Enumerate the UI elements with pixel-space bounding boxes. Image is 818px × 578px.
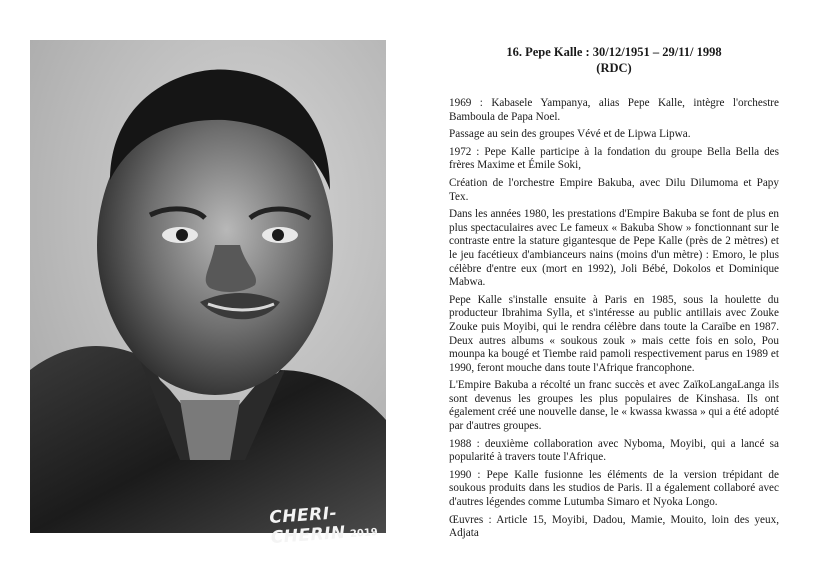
page-title [449, 44, 779, 76]
paragraph-success: L'Empire Bakuba a récolté un franc succès et avec ZaïkoLangaLanga ils sont devenus les groupes les plus populaires de Kinshasa. Ils ont également créé une nouvelle danse, le « kwassa kwassa » qui a été adopté par d'autres groupes. [449, 379, 779, 433]
title-line-1: 16. Pepe Kalle : 30/12/1951 – 29/11/ 1998 [506, 45, 722, 59]
signature-year: 2019 [349, 527, 379, 540]
paragraph-1988: 1988 : deuxième collaboration avec Nyboma, Moyibi, qui a lancé sa popularité à travers toute l'Afrique. [449, 437, 779, 464]
paragraph-1969: 1969 : Kabasele Yampanya, alias Pepe Kalle, intègre l'orchestre Bamboula de Papa Noel. [449, 97, 779, 123]
portrait-painting [30, 40, 386, 548]
biography-column [449, 44, 779, 545]
portrait-illustration [30, 40, 386, 533]
paragraph-empire-bakuba: Création de l'orchestre Empire Bakuba, avec Dilu Dilumoma et Papy Tex. [449, 176, 779, 203]
paragraph-works: Œuvres : Article 15, Moyibi, Dadou, Mamie, Mouito, loin des yeux, Adjata [449, 513, 779, 540]
paragraph-1990: 1990 : Pepe Kalle fusionne les éléments de la version trépidant de soukous produits dans les studios de Paris. Il a également collaboré avec d'autres légendes comme Lutumba Simaro et Nyoka Longo. [449, 468, 779, 509]
paragraph-groups: Passage au sein des groupes Vévé et de Lipwa Lipwa. [449, 128, 691, 141]
paragraph-1972: 1972 : Pepe Kalle participe à la fondation du groupe Bella Bella des frères Maxime et Émile Soki, [449, 145, 779, 172]
artist-signature: CHERI-CHERIN [268, 503, 347, 548]
paragraph-1980s: Dans les années 1980, les prestations d'Empire Bakuba se font de plus en plus spectaculaires avec Le fameux « Bakuba Show » fonctionnant sur le contraste entre la stature gigantesque de Pepe Kalle (près de 2 mètres) et le jeu facétieux d'ambianceurs nains (moins d'un mètre) : Emoro, le plus célèbre d'entre eux (mort en 1992), Joli Bébé, Dokolos et Dominique Mabwa. [449, 208, 779, 289]
title-line-2: (RDC) [596, 61, 632, 75]
paragraph-paris: Pepe Kalle s'installe ensuite à Paris en 1985, sous la houlette du producteur Ibrahima Sylla, et s'intéresse au public antillais avec Zouke Zouke puis Moyibi, qui le rendra célèbre dans toute la Caraïbe en 1987. Deux autres albums « soukous zouk » mais cette fois en solo, Pou mounpa ka bougé et Tiembe raid pamoli respectivement parus en 1989 et 1990, feront mouche dans toute l'Afrique francophone. [449, 293, 779, 374]
